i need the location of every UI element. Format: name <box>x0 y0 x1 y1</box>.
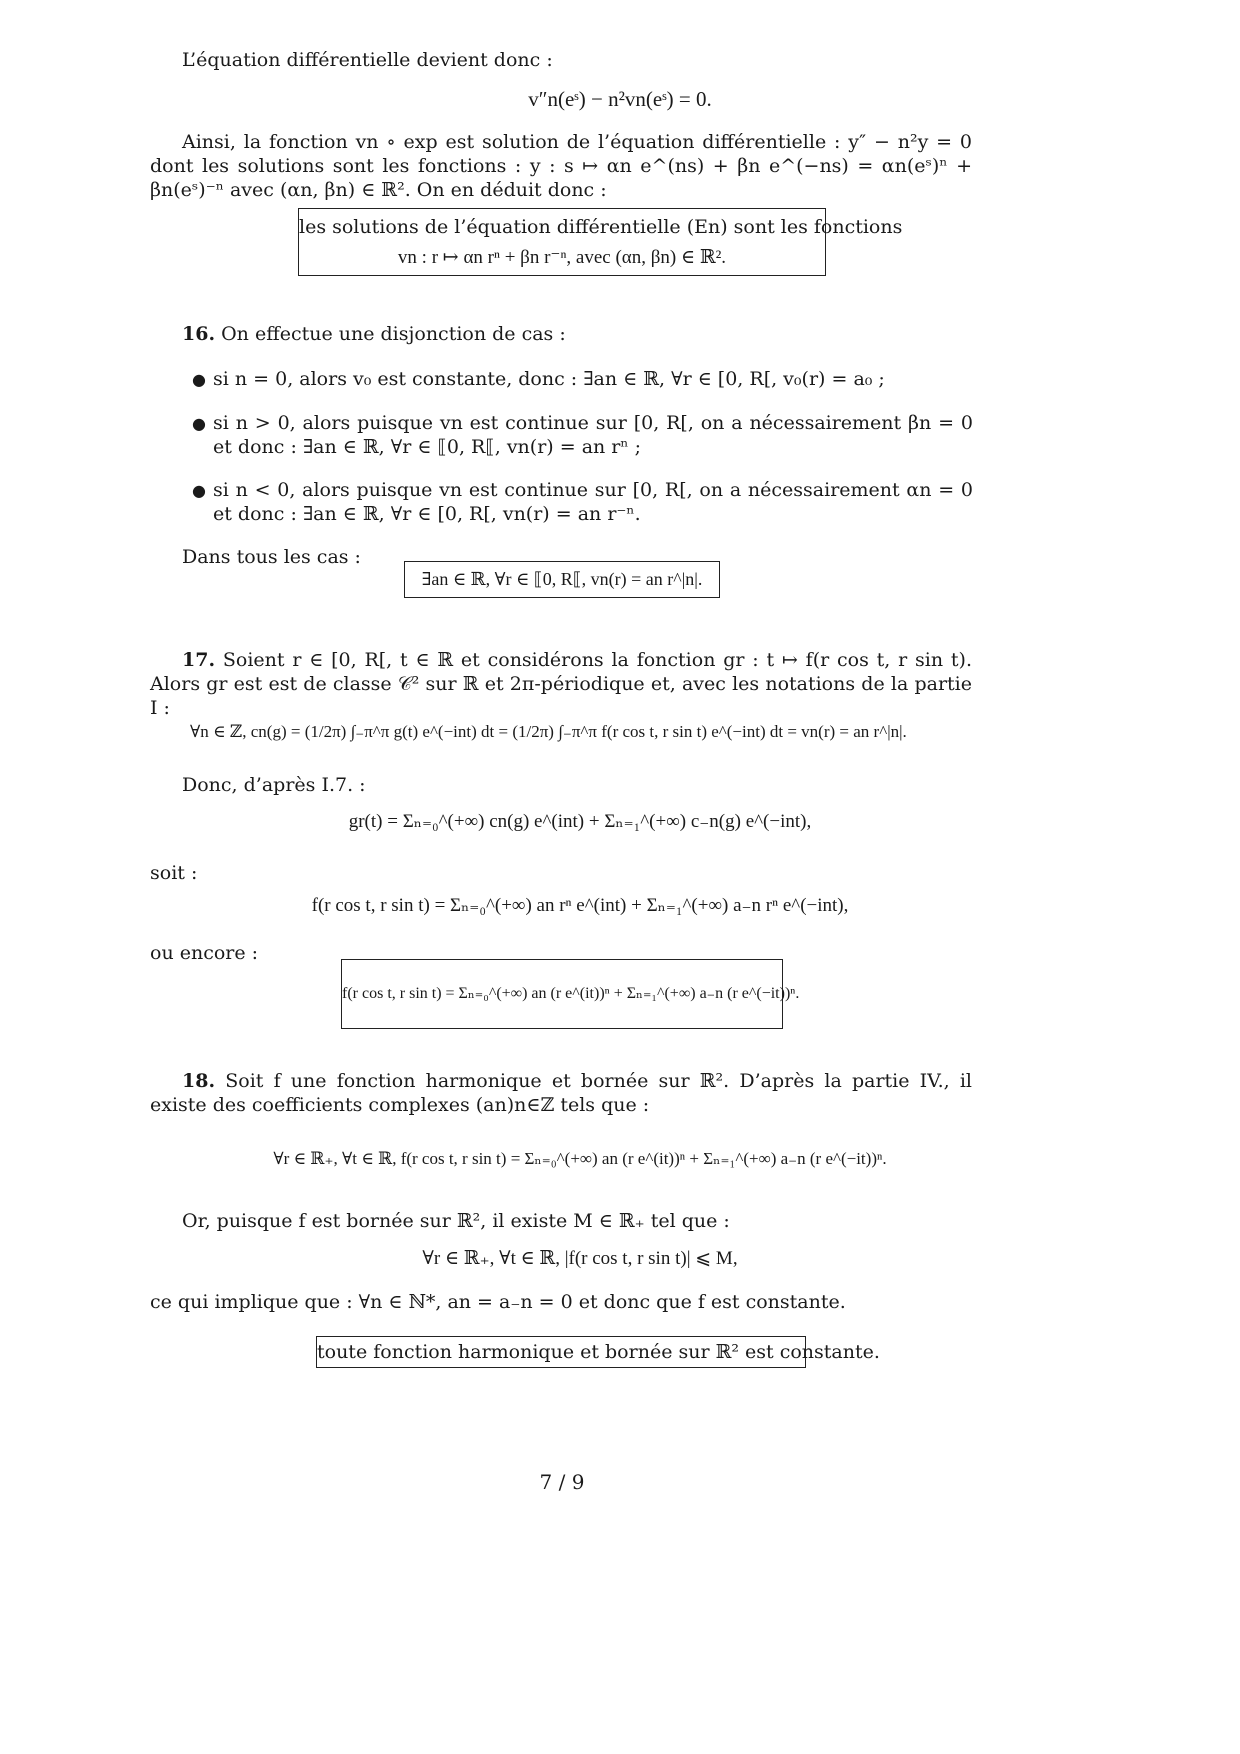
q16-all-cases: Dans tous les cas : <box>182 546 361 568</box>
bullet-icon: ● <box>192 370 206 389</box>
bullet-icon: ● <box>192 481 206 500</box>
q18-equation-1: ∀r ∈ ℝ₊, ∀t ∈ ℝ, f(r cos t, r sin t) = Σₙ₌₀^(+∞) an (r e^(it))ⁿ + Σₙ₌₁^(+∞) a₋n (r e^(−it))ⁿ. <box>273 1149 887 1168</box>
box3-text: f(r cos t, r sin t) = Σₙ₌₀^(+∞) an (r e^(it))ⁿ + Σₙ₌₁^(+∞) a₋n (r e^(−it))ⁿ. <box>342 985 800 1002</box>
box2-text: ∃an ∈ ℝ, ∀r ∈ ⟦0, R⟦, vn(r) = an r^|n|. <box>421 569 703 589</box>
q17-ou-encore: ou encore : <box>150 942 259 964</box>
q18-text: Soit f une fonction harmonique et bornée sur ℝ². D’après la partie IV., il existe des coefficients complexes (an)n∈ℤ tels que : <box>150 1070 972 1116</box>
q18-or: Or, puisque f est bornée sur ℝ², il existe M ∈ ℝ₊ tel que : <box>182 1210 730 1232</box>
q18-paragraph <box>150 1069 972 1117</box>
q17-equation-2: gr(t) = Σₙ₌₀^(+∞) cn(g) e^(int) + Σₙ₌₁^(+∞) c₋n(g) e^(−int), <box>348 811 812 832</box>
intro-text: L’équation différentielle devient donc : <box>182 49 553 71</box>
q17-text: Soient r ∈ [0, R[, t ∈ ℝ et considérons la fonction gr : t ↦ f(r cos t, r sin t). Alors gr est est de classe 𝒞² sur ℝ et 2π-périodique et, avec les notations de la partie I : <box>150 649 972 719</box>
result-box-2 <box>404 561 720 598</box>
q17-paragraph <box>150 648 972 720</box>
q16-number: 16. <box>182 323 216 345</box>
q17-soit: soit : <box>150 862 198 884</box>
result-box-3 <box>341 959 800 1029</box>
paragraph-solutions: Ainsi, la fonction vn ∘ exp est solution de l’équation différentielle : y″ − n²y = 0 dont les solutions sont les fonctions : y : s ↦ αn e^(ns) + βn e^(−ns) = αn(eˢ)ⁿ + βn(eˢ)⁻ⁿ avec (αn, βn) ∈ ℝ². On en déduit donc : <box>150 131 972 201</box>
q18-equation-2: ∀r ∈ ℝ₊, ∀t ∈ ℝ, |f(r cos t, r sin t)| ⩽ M, <box>422 1248 738 1269</box>
box1-line-2: vn : r ↦ αn rⁿ + βn r⁻ⁿ, avec (αn, βn) ∈ ℝ². <box>397 247 727 268</box>
q16-intro: On effectue une disjonction de cas : <box>221 323 566 345</box>
q16-case-3: si n < 0, alors puisque vn est continue sur [0, R[, on a nécessairement αn = 0 et donc : ∃an ∈ ℝ, ∀r ∈ [0, R[, vn(r) = an r⁻ⁿ. <box>213 479 973 525</box>
result-box-1 <box>298 208 903 276</box>
page-number: 7 / 9 <box>539 1470 585 1494</box>
q17-equation-3: f(r cos t, r sin t) = Σₙ₌₀^(+∞) an rⁿ e^(int) + Σₙ₌₁^(+∞) a₋n rⁿ e^(−int), <box>311 895 849 916</box>
q17-equation-1: ∀n ∈ ℤ, cn(g) = (1/2π) ∫₋π^π g(t) e^(−int) dt = (1/2π) ∫₋π^π f(r cos t, r sin t) e^(−int) dt = vn(r) = an r^|n|. <box>190 722 907 741</box>
q16-case-2: si n > 0, alors puisque vn est continue sur [0, R[, on a nécessairement βn = 0 et donc : ∃an ∈ ℝ, ∀r ∈ ⟦0, R⟦, vn(r) = an rⁿ ; <box>213 412 973 458</box>
q17-number: 17. <box>182 649 216 671</box>
q18-conclusion: ce qui implique que : ∀n ∈ ℕ*, an = a₋n = 0 et donc que f est constante. <box>150 1291 846 1313</box>
equation-1: v″n(eˢ) − n²vn(eˢ) = 0. <box>528 87 712 111</box>
result-box-4 <box>316 1336 880 1368</box>
box1-line-1: les solutions de l’équation différentielle (En) sont les fonctions <box>299 216 903 238</box>
q16-case-1: si n = 0, alors v₀ est constante, donc : ∃an ∈ ℝ, ∀r ∈ [0, R[, v₀(r) = a₀ ; <box>213 368 885 390</box>
q16-heading <box>182 322 566 346</box>
q18-number: 18. <box>182 1070 216 1092</box>
q17-donc: Donc, d’après I.7. : <box>182 774 366 796</box>
bullet-icon: ● <box>192 414 206 433</box>
box4-text: toute fonction harmonique et bornée sur ℝ² est constante. <box>317 1341 880 1363</box>
